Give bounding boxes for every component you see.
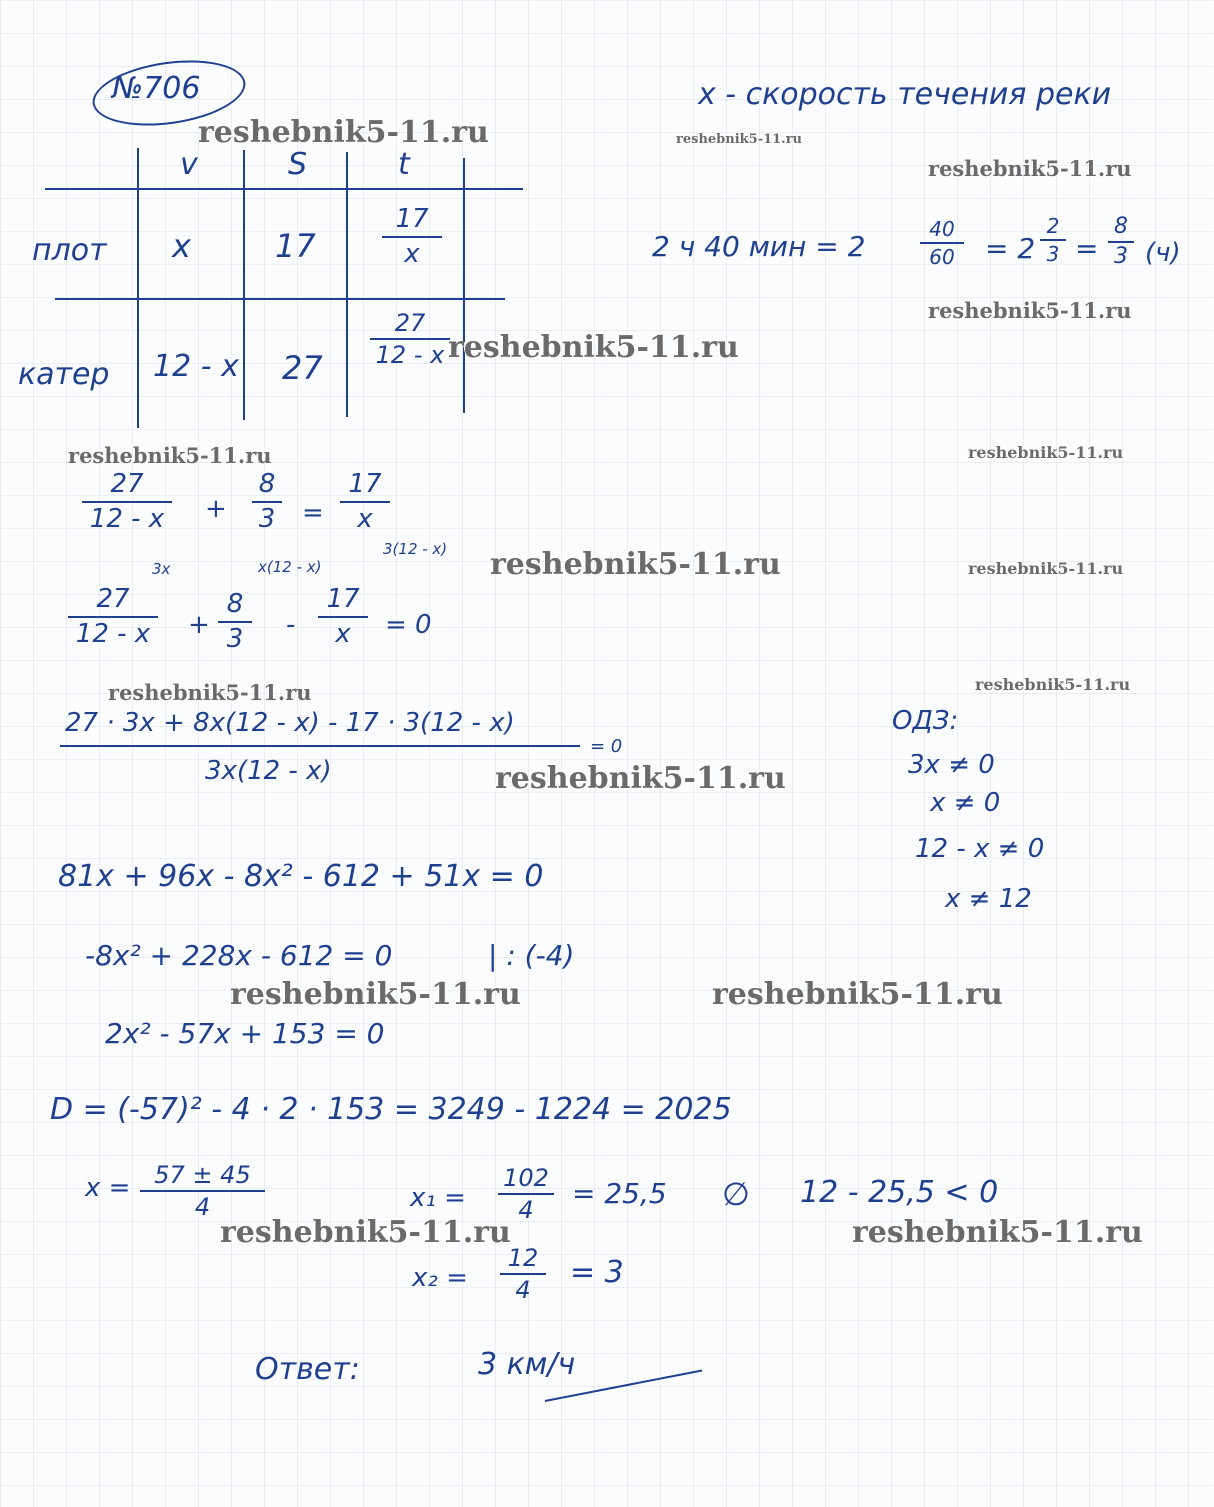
watermark: reshebnik5-11.ru [968,443,1124,462]
eq3-denominator: 3x(12 - x) [205,756,332,786]
boat-time-den: 12 - x [375,341,445,370]
eq2-op2: - [286,610,296,640]
eq1-b-num: 8 [258,469,276,499]
eq1-c-den: x [357,503,373,534]
eq2-a-mult: 3x [152,560,171,578]
watermark: reshebnik5-11.ru [712,977,1003,1012]
root-x2-den: 4 [515,1276,531,1305]
fraction-bar [340,501,390,503]
eq1-a-num: 27 [110,469,144,499]
odz-line-2: x ≠ 0 [930,788,1001,818]
eq3-numerator: 27 · 3x + 8x(12 - x) - 17 · 3(12 - x) [65,708,515,738]
root-x2-num: 12 [507,1244,539,1272]
step-line-2: -8x² + 228x - 612 = 0 [85,939,393,972]
header-s: S [288,147,308,182]
table-vline-3 [346,152,348,417]
eq3-rhs: = 0 [590,736,623,757]
time-frac2 [1040,215,1066,265]
time-frac1-num: 40 [929,217,955,241]
fraction-bar [1108,241,1134,243]
time-frac3-den: 3 [1114,244,1128,270]
eq2-rhs: = 0 [385,610,432,640]
root-x1-reason: 12 - 25,5 < 0 [800,1175,999,1210]
time-eq2: = 2 [985,232,1036,265]
root-x1-label: x₁ = [410,1183,466,1213]
eq2-a-den: 12 - x [75,618,151,649]
root-general-label: x = [85,1173,131,1203]
fraction-bar [140,1190,265,1192]
root-x2-label: x₂ = [412,1263,468,1293]
eq2-frac-c [318,585,368,648]
table-vline-1 [137,148,139,428]
eq2-b-den: 3 [226,623,244,654]
time-frac3-num: 8 [1114,214,1128,239]
raft-time-num: 17 [395,204,429,234]
root-general-num: 57 ± 45 [154,1161,251,1189]
step-line-2-note: | : (-4) [488,939,575,972]
eq1-frac-c [340,470,390,533]
header-v: v [180,147,198,182]
watermark: reshebnik5-11.ru [68,443,272,468]
variable-note: x - скорость течения реки [698,77,1112,112]
time-unit: (ч) [1145,238,1181,268]
watermark: reshebnik5-11.ru [448,330,739,365]
odz-line-3: 12 - x ≠ 0 [915,834,1045,864]
watermark: reshebnik5-11.ru [495,761,786,796]
watermark: reshebnik5-11.ru [928,298,1132,323]
boat-time [370,310,450,369]
root-x2-value: = 3 [570,1255,624,1290]
eq2-op1: + [188,610,210,640]
raft-speed: x [172,227,191,265]
row-label-raft: плот [32,233,107,268]
answer-value: 3 км/ч [478,1347,576,1382]
eq1-b-den: 3 [258,503,276,534]
root-x1-num: 102 [503,1164,549,1192]
raft-time-den: x [404,238,420,269]
root-general-den: 4 [194,1193,211,1222]
header-t: t [398,147,410,182]
eq2-c-mult: 3(12 - x) [383,540,448,558]
eq2-a-num: 27 [96,584,130,614]
table-hline-mid [55,298,505,300]
eq2-c-den: x [335,618,351,649]
boat-time-num: 27 [394,309,426,337]
fraction-bar [68,616,158,618]
odz-line-4: x ≠ 12 [945,884,1032,914]
root-x2-frac [500,1245,546,1304]
time-frac3 [1108,215,1134,269]
time-frac2-num: 2 [1046,214,1060,238]
table-vline-4 [463,158,465,413]
watermark: reshebnik5-11.ru [108,680,312,705]
watermark: reshebnik5-11.ru [968,559,1124,578]
raft-time [382,205,442,268]
fraction-bar [920,242,964,244]
answer-label: Ответ: [255,1352,360,1387]
eq1-a-den: 12 - x [89,503,165,534]
eq1-frac-b [252,470,282,533]
step-line-1: 81x + 96x - 8x² - 612 + 51x = 0 [58,859,544,894]
root-x1-value: = 25,5 [572,1177,667,1210]
eq1-c-num: 17 [348,469,382,499]
boat-speed: 12 - x [153,349,239,384]
time-eq3: = [1075,232,1099,265]
discriminant: D = (-57)² - 4 · 2 · 153 = 3249 - 1224 = 2025 [50,1092,732,1127]
boat-distance: 27 [282,349,323,387]
watermark: reshebnik5-11.ru [230,977,521,1012]
eq1-op2: = [302,498,324,528]
time-lhs: 2 ч 40 мин = 2 [652,230,866,263]
eq1-frac-a [82,470,172,533]
fraction-bar [370,338,450,340]
fraction-bar [382,236,442,238]
watermark: reshebnik5-11.ru [198,115,489,150]
odz-title: ОДЗ: [892,706,959,736]
eq2-b-num: 8 [226,589,244,619]
fraction-bar [500,1273,546,1275]
fraction-bar [498,1193,554,1195]
time-frac2-den: 3 [1046,242,1060,266]
step-line-3: 2x² - 57x + 153 = 0 [105,1017,385,1050]
eq2-b-mult: x(12 - x) [258,558,322,576]
watermark: reshebnik5-11.ru [220,1215,511,1250]
watermark: reshebnik5-11.ru [676,132,803,147]
root-x1-reject: ∅ [722,1175,750,1213]
table-vline-2 [243,150,245,420]
root-x1-den: 4 [518,1196,534,1225]
raft-distance: 17 [275,227,316,265]
fraction-bar [218,621,252,623]
row-label-boat: катер [18,357,110,392]
table-hline-top [45,188,523,190]
eq2-frac-a [68,585,158,648]
eq1-op1: + [205,494,227,524]
watermark: reshebnik5-11.ru [490,547,781,582]
eq2-frac-b [218,590,252,653]
eq3-fraction-bar [60,745,580,747]
time-frac1-den: 60 [929,245,955,269]
eq2-c-num: 17 [326,584,360,614]
watermark: reshebnik5-11.ru [975,675,1131,694]
fraction-bar [1040,239,1066,241]
fraction-bar [318,616,368,618]
time-frac1 [920,218,964,268]
fraction-bar [252,501,282,503]
root-general-frac [140,1162,265,1221]
odz-line-1: 3x ≠ 0 [908,750,995,780]
problem-number: №706 [112,71,201,106]
fraction-bar [82,501,172,503]
watermark: reshebnik5-11.ru [928,156,1132,181]
watermark: reshebnik5-11.ru [852,1215,1143,1250]
